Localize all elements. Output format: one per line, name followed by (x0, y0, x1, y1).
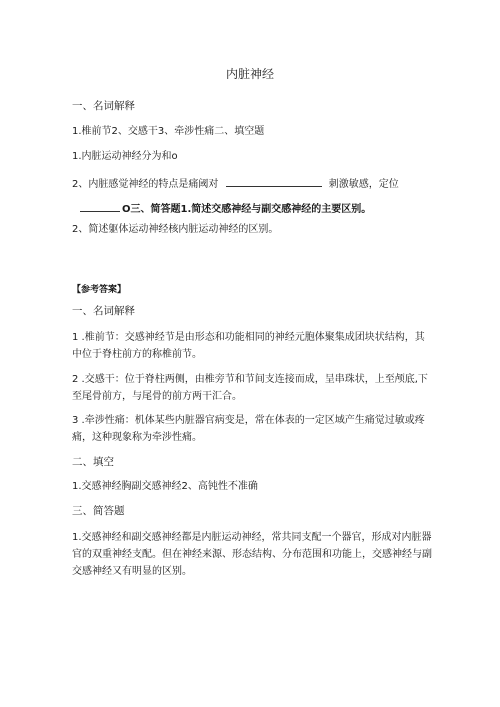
question-line-3-text-b: 刺激敏感，定位 (328, 179, 399, 190)
section-heading-terms: 一、名词解释 (72, 100, 135, 112)
answer-heading-terms: 一、名词解释 (72, 305, 135, 317)
answer-item-2: 2 .交感干：位于脊柱两侧，由椎旁节和节间支连接而成，呈串珠状，上至颅底,下至尾骨前方，与尾骨的前方两干汇合。 (72, 374, 428, 402)
answer-item-3: 3 .牵涉性痛：机体某些内脏器官病变是，常在体表的一定区域产生痛觉过敏或疼痛，这种现象称为牵涉性痛。 (72, 415, 425, 443)
answer-heading-short: 三、简答题 (72, 505, 125, 517)
question-line-3-text-a: 2、内脏感觉神经的特点是痛阈对 (72, 179, 219, 190)
question-line-2: 1.内脏运动神经分为和o (72, 151, 178, 162)
document-title: 内脏神经 (225, 67, 274, 81)
question-line-5: 2、简述躯体运动神经核内脏运动神经的区别。 (72, 224, 279, 235)
fill-blank-2 (80, 200, 120, 212)
answer-item-1: 1 .椎前节：交感神经节是由形态和功能相同的神经元胞体聚集成团块状结构，其中位于脊柱前方的称椎前节。 (72, 332, 425, 360)
answer-fill: 1.交感神经胸副交感神经2、高钝性不准确 (72, 481, 258, 492)
question-line-3 (72, 175, 432, 192)
answer-short: 1.交感神经和副交感神经都是内脏运动神经，常共同支配一个器官，形成对内脏器官的双重神经支配。但在神经来源、形态结构、分布范围和功能上，交感神经与副交感神经又有明显的区别。 (72, 532, 432, 577)
question-line-4 (80, 200, 440, 217)
question-line-1: 1.椎前节2、交感干3、牵涉性痛二、填空题 (72, 126, 265, 137)
answer-label: 【参考答案】 (72, 285, 127, 295)
answer-heading-fill: 二、填空 (72, 456, 114, 468)
fill-blank-1 (226, 175, 322, 187)
question-line-4-text: O三、简答题1.简述交感神经与副交感神经的主要区别。 (122, 204, 372, 215)
